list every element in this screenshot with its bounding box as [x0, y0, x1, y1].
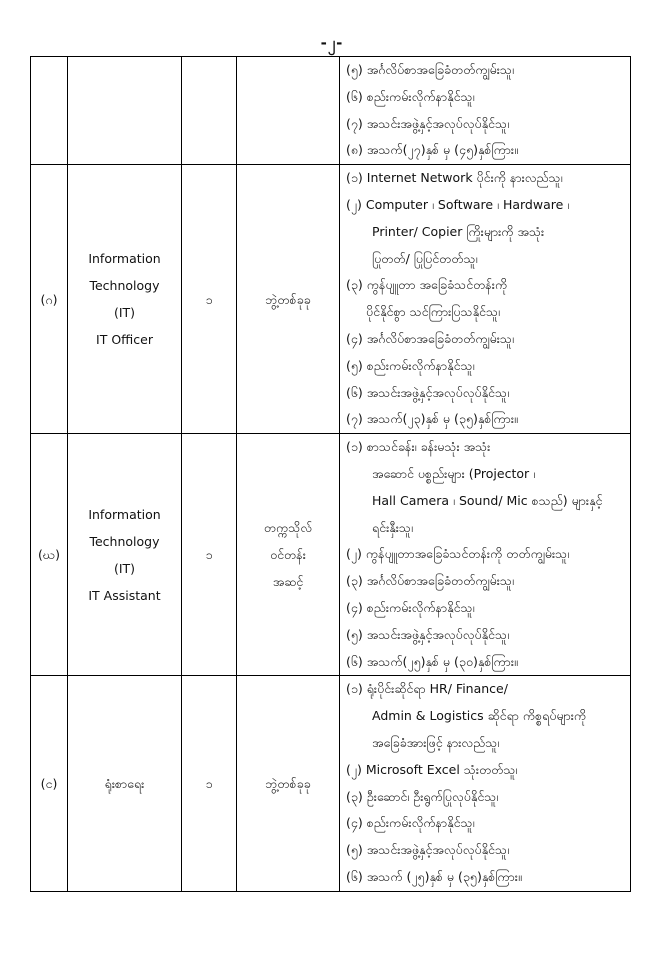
requirement-item: (၁) ရုံးပိုင်းဆိုင်ရာ HR/ Finance/	[346, 681, 508, 697]
requirement-item: (၆) အသက် (၂၅)နှစ် မှ (၃၅)နှစ်ကြား။	[346, 868, 522, 884]
requirement-item: (၂) ကွန်ပျူတာအခြေခံသင်တန်းကို တတ်ကျွမ်းသူ၊	[346, 546, 570, 562]
requirements-cell	[340, 434, 631, 676]
requirement-item: (၆) အသင်းအဖွဲ့နှင့်အလုပ်လုပ်နိုင်သူ၊	[346, 384, 510, 400]
requirement-item: (၅) စည်းကမ်းလိုက်နာနိုင်သူ၊	[346, 357, 475, 373]
requirement-item: Admin & Logistics ဆိုင်ရာ ကိစ္စရပ်များကို	[372, 708, 587, 724]
requirement-item: (၄) အင်္ဂလိပ်စာအခြေခံတတ်ကျွမ်းသူ၊	[346, 330, 514, 346]
position-title-line: (IT)	[113, 305, 136, 321]
row-number: (ဃ)	[38, 547, 60, 563]
position-title-line: IT Assistant	[88, 587, 161, 603]
education-cell	[237, 434, 340, 676]
vacancy-count: ၁	[205, 547, 213, 563]
position-cell	[68, 676, 182, 891]
requirement-item: (၄) စည်းကမ်းလိုက်နာနိုင်သူ၊	[346, 599, 475, 615]
requirement-item: (၂) Microsoft Excel သုံးတတ်သူ၊	[346, 761, 518, 777]
education-cell	[237, 676, 340, 891]
row-number-cell	[31, 57, 68, 165]
requirement-item: (၆) အသက်(၂၅)နှစ် မှ (၃၀)နှစ်ကြား။	[346, 653, 518, 669]
table-row	[31, 57, 631, 165]
table-body	[31, 57, 631, 892]
requirement-item: (၄) စည်းကမ်းလိုက်နာနိုင်သူ၊	[346, 815, 475, 831]
requirement-item: (၁) စာသင်ခန်း၊ ခန်းမသုံး အသုံး	[346, 439, 491, 455]
vacancy-count-cell	[182, 165, 237, 434]
row-number: (င)	[40, 776, 58, 792]
education-line: ဝင်တန်း	[270, 547, 306, 563]
position-title-line: Technology	[89, 278, 160, 294]
row-number: (ဂ)	[40, 291, 58, 307]
row-number-cell	[31, 676, 68, 891]
requirement-item: အခြေခံအားဖြင့် နားလည်သူ၊	[372, 734, 500, 750]
vacancy-count-cell	[182, 434, 237, 676]
requirement-item: ရင်းနှီးသူ၊	[372, 519, 413, 535]
position-title-line: Information	[88, 251, 161, 267]
position-cell	[68, 434, 182, 676]
table-row	[31, 676, 631, 891]
table-row	[31, 434, 631, 676]
position-title-line: (IT)	[113, 560, 136, 576]
requirement-item: (၃) ကွန်ပျူတာ အခြေခံသင်တန်းကို	[346, 277, 508, 293]
education-line: ဘွဲ့တစ်ခုခု	[265, 776, 311, 792]
vacancy-count-cell	[182, 57, 237, 165]
requirement-item: (၇) အသင်းအဖွဲ့နှင့်အလုပ်လုပ်နိုင်သူ၊	[346, 115, 510, 131]
requirement-item: (၂) Computer ၊ Software ၊ Hardware ၊	[346, 196, 570, 212]
requirement-item: အဆောင် ပစ္စည်းများ (Projector ၊	[372, 465, 536, 481]
position-cell	[68, 57, 182, 165]
vacancy-count: ၁	[205, 291, 213, 307]
requirement-item: (၅) အသင်းအဖွဲ့နှင့်အလုပ်လုပ်နိုင်သူ၊	[346, 842, 510, 858]
requirement-item: (၇) အသက်(၂၃)နှစ် မှ (၃၅)နှစ်ကြား။	[346, 411, 518, 427]
vacancy-count-cell	[182, 676, 237, 891]
education-line: အဆင့်	[272, 574, 304, 590]
job-requirements-table	[30, 56, 631, 892]
table-row	[31, 165, 631, 434]
requirement-item: (၈) အသက်(၂၇)နှစ် မှ (၄၅)နှစ်ကြား။	[346, 142, 518, 158]
requirement-item: ပိုင်နိုင်စွာ သင်ကြားပြသနိုင်သူ၊	[366, 304, 501, 320]
position-cell	[68, 165, 182, 434]
requirement-item: ပြုတတ်/ ပြုပြင်တတ်သူ၊	[372, 250, 478, 266]
position-title-line: Technology	[89, 533, 160, 549]
education-cell	[237, 57, 340, 165]
page-number: -၂-	[320, 34, 344, 52]
position-title-line: IT Officer	[96, 332, 153, 348]
position-title-line: Information	[88, 506, 161, 522]
requirements-cell	[340, 676, 631, 891]
education-cell	[237, 165, 340, 434]
requirement-item: (၁) Internet Network ပိုင်းကို နားလည်သူ၊	[346, 170, 563, 186]
requirement-item: (၆) စည်းကမ်းလိုက်နာနိုင်သူ၊	[346, 88, 475, 104]
education-line: တက္ကသိုလ်	[263, 520, 313, 536]
requirement-item: Printer/ Copier ကြိုးများကို အသုံး	[372, 223, 545, 239]
vacancy-count: ၁	[205, 776, 213, 792]
requirement-item: (၅) အသင်းအဖွဲ့နှင့်အလုပ်လုပ်နိုင်သူ၊	[346, 626, 510, 642]
requirement-item: Hall Camera ၊ Sound/ Mic စသည်) များနှင့်	[372, 492, 603, 508]
requirements-cell	[340, 57, 631, 165]
requirement-item: (၃) အင်္ဂလိပ်စာအခြေခံတတ်ကျွမ်းသူ၊	[346, 573, 514, 589]
education-line: ဘွဲ့တစ်ခုခု	[265, 291, 311, 307]
requirements-cell	[340, 165, 631, 434]
row-number-cell	[31, 434, 68, 676]
position-title-line: ရုံးစာရေး	[104, 776, 145, 792]
row-number-cell	[31, 165, 68, 434]
requirement-item: (၃) ဦးဆောင်၊ ဦးရွက်ပြုလုပ်နိုင်သူ၊	[346, 788, 499, 804]
requirement-item: (၅) အင်္ဂလိပ်စာအခြေခံတတ်ကျွမ်းသူ၊	[346, 62, 514, 77]
